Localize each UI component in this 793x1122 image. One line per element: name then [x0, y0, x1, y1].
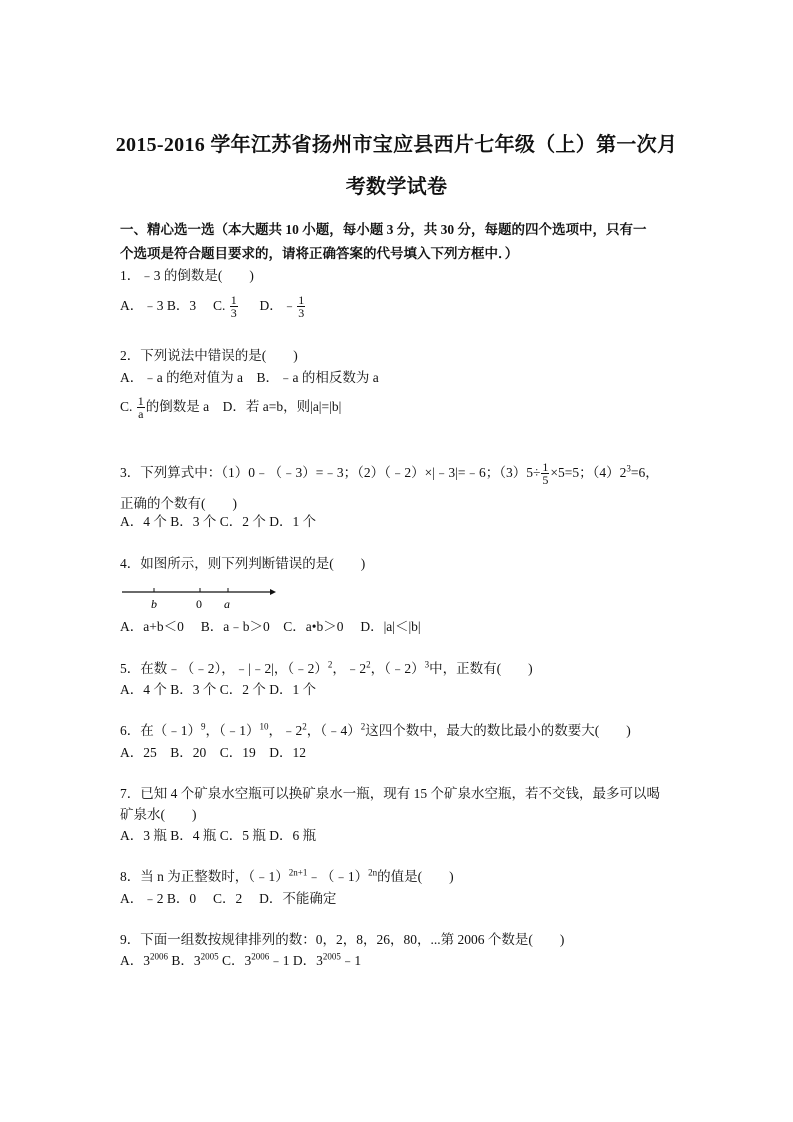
q6-sup4: 2	[360, 721, 366, 732]
q6-stem-e: 这四个数中，最大的数比最小的数要大( )	[365, 723, 631, 738]
label-a: a	[224, 597, 230, 611]
q9-c-pre: C．3	[218, 953, 252, 968]
q9-a-sup: 2006	[150, 951, 168, 962]
q1-option-c-fraction	[230, 294, 238, 319]
q7-line1: 7．已知 4 个矿泉水空瓶可以换矿泉水一瓶，现有 15 个矿泉水空瓶，若不交钱，最多可以喝	[120, 786, 660, 801]
q6-options: A．25 B．20 C．19 D．12	[120, 745, 307, 760]
q1-c-frac-num: 1	[230, 293, 237, 308]
q5-stem-b: ，﹣2	[332, 661, 367, 676]
q9-c-post: ﹣1 D．3	[269, 953, 323, 968]
q1-option-d-fraction	[297, 294, 305, 319]
q8-stem-b: ﹣（﹣1）	[307, 869, 369, 884]
q2-fraction	[137, 395, 145, 420]
q8-stem-c: 的值是( )	[377, 869, 454, 884]
q8-sup1: 2n+1	[288, 867, 308, 878]
q2-options-cd-text: 的倒数是 a D．若 a=b，则|a|=|b|	[145, 399, 342, 414]
q6-stem-c: ，﹣2	[268, 723, 303, 738]
q8-sup2: 2n	[368, 867, 378, 878]
q5-stem	[120, 660, 533, 678]
q6-stem	[120, 722, 631, 740]
exam-title-line2: 考数学试卷	[345, 176, 448, 198]
label-b: b	[151, 597, 157, 611]
q4-number-line	[120, 584, 280, 612]
q8-stem-a: 8．当 n 为正整数时，（﹣1）	[120, 869, 289, 884]
q2-options-ab: A．﹣a 的绝对值为 a B．﹣a 的相反数为 a	[120, 370, 379, 385]
exam-title-line1: 2015-2016 学年江苏省扬州市宝应县西片七年级（上）第一次月	[115, 134, 678, 156]
q6-sup2: 10	[259, 721, 269, 732]
q2-option-c-prefix: C.	[120, 399, 133, 414]
q3-stem-c: =6，	[630, 465, 659, 480]
q4-options: A．a+b＜0 B．a﹣b＞0 C．a•b＞0 D．|a|＜|b|	[120, 619, 421, 634]
q3-frac-den: 5	[542, 473, 549, 488]
q2-options-cd	[120, 394, 341, 420]
q3-stem-a: 3．下列算式中：（1）0﹣（﹣3）=﹣3；（2）（﹣2）×|﹣3|=﹣6；（3）5÷	[120, 465, 541, 480]
q2-frac-den: a	[138, 407, 144, 422]
q3-options: A．4 个 B．3 个 C．2 个 D．1 个	[120, 514, 317, 529]
q3-sup: 3	[626, 463, 631, 474]
q6-stem-d: ，（﹣4）	[306, 723, 361, 738]
q9-d-post: ﹣1	[340, 953, 362, 968]
q9-d-sup: 2005	[322, 951, 341, 962]
label-0: 0	[196, 597, 202, 611]
q9-b-sup: 2005	[200, 951, 219, 962]
q3-line2: 正确的个数有( )	[120, 496, 237, 511]
q9-b-pre: B．3	[168, 953, 201, 968]
q3-frac-num: 1	[542, 460, 549, 475]
q4-stem: 4．如图所示，则下列判断错误的是( )	[120, 556, 366, 571]
section-heading-line1: 一、精心选一选（本大题共 10 小题，每小题 3 分，共 30 分，每题的四个选项中，只有一	[120, 222, 647, 237]
q2-frac-num: 1	[137, 394, 144, 409]
section-heading-line2: 个选项是符合题目要求的，请将正确答案的代号填入下列方框中．）	[120, 246, 519, 261]
q6-sup3: 2	[302, 721, 307, 732]
q5-sup2: 2	[366, 659, 371, 670]
q1-d-frac-num: 1	[298, 293, 305, 308]
q5-sup1: 2	[327, 659, 333, 670]
q7-options: A．3 瓶 B．4 瓶 C．5 瓶 D．6 瓶	[120, 828, 317, 843]
q6-stem-a: 6．在（﹣1）	[120, 723, 201, 738]
q5-stem-c: ，（﹣2）	[370, 661, 425, 676]
q7-line2: 矿泉水( )	[120, 807, 197, 822]
q1-stem: 1．﹣3 的倒数是( )	[120, 268, 254, 283]
q8-options: A．﹣2 B．0 C．2 D．不能确定	[120, 891, 337, 906]
q1-option-d: D．﹣	[259, 298, 297, 313]
q8-stem	[120, 868, 454, 886]
q5-sup3: 3	[424, 659, 430, 670]
q5-options: A．4 个 B．3 个 C．2 个 D．1 个	[120, 682, 317, 697]
q1-options	[120, 293, 306, 319]
number-line-arrow	[270, 589, 276, 595]
q5-stem-d: 中，正数有( )	[429, 661, 533, 676]
q3-stem-b: ×5=5；（4）2	[550, 465, 627, 480]
q9-options	[120, 952, 361, 970]
q2-stem: 2．下列说法中错误的是( )	[120, 348, 298, 363]
q3-fraction	[541, 461, 549, 486]
q9-a-pre: A．3	[120, 953, 150, 968]
q9-c-sup: 2006	[251, 951, 270, 962]
q1-c-frac-den: 3	[230, 306, 237, 321]
q5-stem-a: 5．在数﹣（﹣2），﹣|﹣2|，（﹣2）	[120, 661, 328, 676]
q3-stem	[120, 460, 659, 486]
q1-d-frac-den: 3	[298, 306, 305, 321]
q6-stem-b: ，（﹣1）	[205, 723, 260, 738]
q1-options-ab: A．﹣3 B．3 C.	[120, 298, 226, 313]
q6-sup1: 9	[201, 721, 206, 732]
q9-stem: 9．下面一组数按规律排列的数：0，2，8，26，80，...第 2006 个数是( )	[120, 932, 565, 947]
